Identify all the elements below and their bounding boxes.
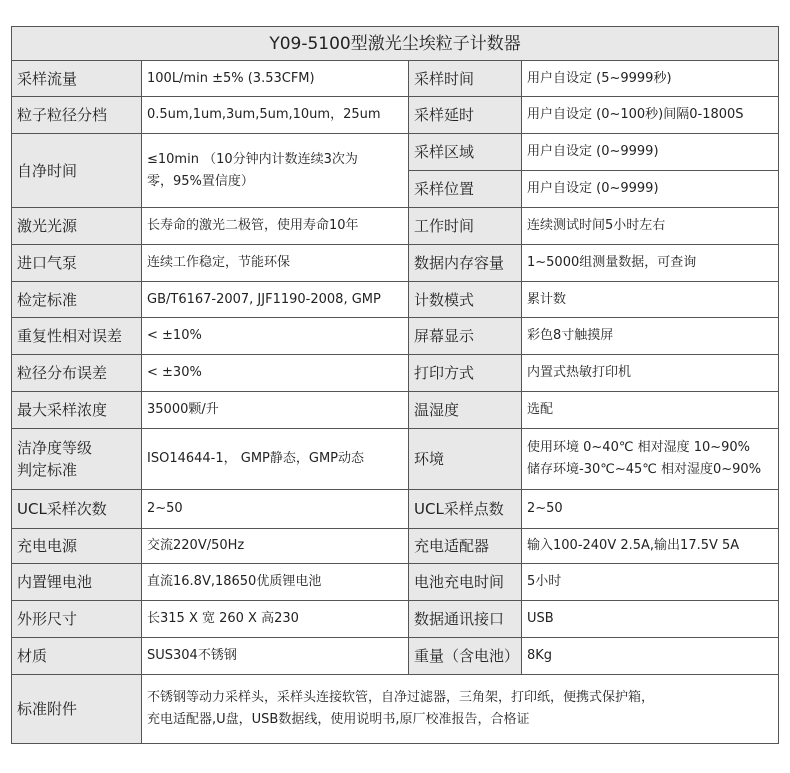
table-row xyxy=(12,97,779,134)
spec-label: 采样延时 xyxy=(409,97,522,134)
spec-value xyxy=(142,675,779,744)
spec-value: 100L/min ±5% (3.53CFM) xyxy=(142,61,409,97)
spec-label: 外形尺寸 xyxy=(12,601,142,638)
spec-label: 标准附件 xyxy=(12,675,142,744)
spec-label: UCL采样次数 xyxy=(12,490,142,529)
spec-value: 累计数 xyxy=(522,282,779,318)
spec-label-line: 洁净度等级 xyxy=(17,439,93,457)
spec-value: 5小时 xyxy=(522,564,779,601)
table-row xyxy=(12,355,779,392)
table-row xyxy=(12,208,779,245)
spec-value: ISO14644-1， GMP静态，GMP动态 xyxy=(142,429,409,490)
spec-label: 采样时间 xyxy=(409,61,522,97)
spec-value: 直流16.8V,18650优质锂电池 xyxy=(142,564,409,601)
spec-value: 长寿命的激光二极管，使用寿命10年 xyxy=(142,208,409,245)
spec-label: 环境 xyxy=(409,429,522,490)
spec-value: GB/T6167-2007, JJF1190-2008, GMP xyxy=(142,282,409,318)
spec-label: 屏幕显示 xyxy=(409,318,522,355)
spec-value: < ±10% xyxy=(142,318,409,355)
spec-value: SUS304不锈钢 xyxy=(142,638,409,675)
spec-value: 用户自设定 (5~9999秒) xyxy=(522,61,779,97)
spec-label: 检定标准 xyxy=(12,282,142,318)
spec-value: 长315 X 宽 260 X 高230 xyxy=(142,601,409,638)
table-row xyxy=(12,529,779,564)
spec-value: 选配 xyxy=(522,392,779,429)
spec-value: 0.5um,1um,3um,5um,10um，25um xyxy=(142,97,409,134)
table-row xyxy=(12,318,779,355)
spec-value: 用户自设定 (0~9999) xyxy=(522,171,779,208)
spec-label: 采样位置 xyxy=(409,171,522,208)
spec-value-line: ≤10min （10分钟内计数连续3次为 xyxy=(147,151,358,167)
spec-value: < ±30% xyxy=(142,355,409,392)
table-row xyxy=(12,601,779,638)
spec-label: 数据通讯接口 xyxy=(409,601,522,638)
spec-label: 工作时间 xyxy=(409,208,522,245)
spec-value: 连续工作稳定，节能环保 xyxy=(142,245,409,282)
table-row xyxy=(12,61,779,97)
spec-label: 充电适配器 xyxy=(409,529,522,564)
spec-value-line: 零，95%置信度） xyxy=(147,173,254,189)
spec-value: 交流220V/50Hz xyxy=(142,529,409,564)
spec-table xyxy=(11,26,779,744)
table-row xyxy=(12,490,779,529)
spec-value: USB xyxy=(522,601,779,638)
spec-value: 2~50 xyxy=(142,490,409,529)
spec-value: 内置式热敏打印机 xyxy=(522,355,779,392)
table-title: Y09-5100型激光尘埃粒子计数器 xyxy=(12,27,779,61)
table-row xyxy=(12,282,779,318)
spec-label: 重量（含电池） xyxy=(409,638,522,675)
table-row xyxy=(12,245,779,282)
spec-value-line: 充电适配器,U盘，USB数据线，使用说明书,原厂校准报告，合格证 xyxy=(147,712,530,727)
table-row xyxy=(12,392,779,429)
table-row xyxy=(12,134,779,171)
spec-label: 计数模式 xyxy=(409,282,522,318)
spec-value: 35000颗/升 xyxy=(142,392,409,429)
spec-value xyxy=(142,134,409,208)
spec-value: 1~5000组测量数据，可查询 xyxy=(522,245,779,282)
table-row xyxy=(12,564,779,601)
spec-value: 连续测试时间5小时左右 xyxy=(522,208,779,245)
spec-value-line: 不锈钢等动力采样头，采样头连接软管，自净过滤器，三角架，打印纸，便携式保护箱， xyxy=(147,690,655,705)
spec-label: 激光光源 xyxy=(12,208,142,245)
spec-value: 用户自设定 (0~9999) xyxy=(522,134,779,171)
spec-label: 采样区域 xyxy=(409,134,522,171)
spec-label: 打印方式 xyxy=(409,355,522,392)
spec-value: 2~50 xyxy=(522,490,779,529)
spec-value xyxy=(522,429,779,490)
spec-label: 充电电源 xyxy=(12,529,142,564)
spec-label: 自净时间 xyxy=(12,134,142,208)
spec-value: 8Kg xyxy=(522,638,779,675)
spec-value: 用户自设定 (0~100秒)间隔0-1800S xyxy=(522,97,779,134)
spec-label: 粒径分布误差 xyxy=(12,355,142,392)
spec-value-line: 储存环境-30℃~45℃ 相对湿度0~90% xyxy=(527,462,762,477)
spec-label: 内置锂电池 xyxy=(12,564,142,601)
spec-label xyxy=(12,429,142,490)
table-row xyxy=(12,429,779,490)
spec-label: 最大采样浓度 xyxy=(12,392,142,429)
table-row xyxy=(12,675,779,744)
spec-label: 采样流量 xyxy=(12,61,142,97)
spec-label-line: 判定标准 xyxy=(17,461,78,479)
spec-label: 进口气泵 xyxy=(12,245,142,282)
spec-label: 重复性相对误差 xyxy=(12,318,142,355)
spec-label: 粒子粒径分档 xyxy=(12,97,142,134)
spec-label: 材质 xyxy=(12,638,142,675)
table-row xyxy=(12,638,779,675)
spec-value: 彩色8寸触摸屏 xyxy=(522,318,779,355)
spec-value: 输入100-240V 2.5A,输出17.5V 5A xyxy=(522,529,779,564)
spec-label: UCL采样点数 xyxy=(409,490,522,529)
spec-label: 电池充电时间 xyxy=(409,564,522,601)
spec-value-line: 使用环境 0~40℃ 相对湿度 10~90% xyxy=(527,440,751,455)
spec-label: 温湿度 xyxy=(409,392,522,429)
spec-label: 数据内存容量 xyxy=(409,245,522,282)
